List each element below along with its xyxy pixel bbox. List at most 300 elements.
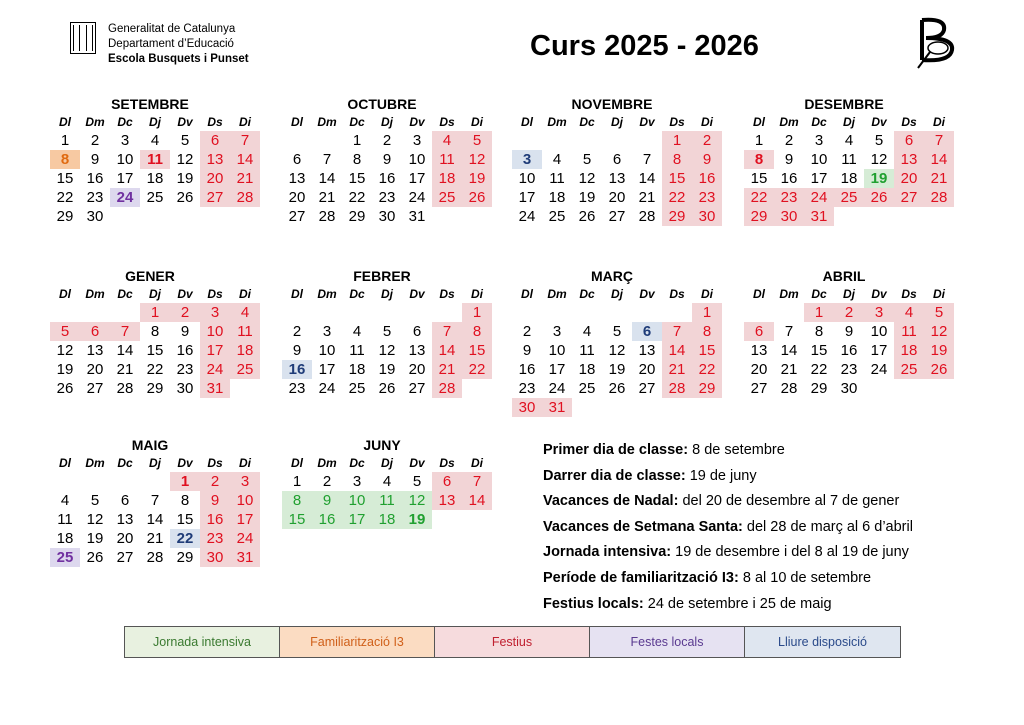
- day-cell: 15: [750, 170, 768, 187]
- day-header: Ds: [669, 287, 685, 301]
- day-cell: 14: [432, 341, 462, 360]
- day-header: Dj: [611, 115, 623, 129]
- day-cell: [632, 131, 662, 150]
- day-cell: 15: [692, 341, 722, 360]
- week-row: [50, 207, 260, 226]
- day-cell: 1: [352, 132, 362, 149]
- day-header: Dl: [291, 456, 303, 470]
- day-cell: 27: [288, 208, 306, 225]
- day-cell: 1: [692, 303, 722, 322]
- day-cell: 17: [116, 170, 134, 187]
- day-cell: 6: [412, 323, 422, 340]
- day-cell: 21: [638, 189, 656, 206]
- day-header: Dm: [779, 115, 799, 129]
- day-cell: 29: [176, 549, 194, 566]
- week-row: [50, 379, 260, 398]
- day-cell: 23: [840, 361, 858, 378]
- day-cell: 7: [150, 492, 160, 509]
- day-cell: [632, 303, 662, 322]
- info-value: 19 de desembre i del 8 al 19 de juny: [671, 544, 909, 561]
- day-cell: 18: [432, 169, 462, 188]
- day-header: Dj: [843, 287, 855, 301]
- day-cell: 24: [548, 380, 566, 397]
- day-header-row: [50, 285, 260, 303]
- legend-item: Festes locals: [590, 627, 745, 657]
- day-header: Dm: [317, 287, 337, 301]
- day-header: Dm: [547, 287, 567, 301]
- day-cell: 6: [80, 322, 110, 341]
- week-row: [282, 491, 492, 510]
- week-row: [282, 379, 492, 398]
- info-value: 8 de setembre: [688, 442, 785, 458]
- day-cell: 12: [176, 151, 194, 168]
- day-cell: [432, 303, 462, 322]
- day-header: Dc: [117, 456, 133, 470]
- day-cell: 21: [116, 361, 134, 378]
- day-header: Dj: [149, 115, 161, 129]
- month-name: GENER: [125, 268, 175, 284]
- day-cell: 6: [200, 131, 230, 150]
- week-row: [512, 169, 722, 188]
- day-header: Dm: [779, 287, 799, 301]
- day-cell: 11: [230, 322, 260, 341]
- month-name: SETEMBRE: [111, 96, 189, 112]
- day-cell: 2: [522, 323, 532, 340]
- day-cell: 20: [638, 361, 656, 378]
- day-cell: 30: [512, 398, 542, 417]
- day-cell: 19: [176, 170, 194, 187]
- day-cell: 10: [342, 491, 372, 510]
- day-cell: 9: [180, 323, 190, 340]
- day-cell: 9: [382, 151, 392, 168]
- day-cell: 8: [814, 323, 824, 340]
- day-cell: 8: [180, 492, 190, 509]
- day-cell: [572, 303, 602, 322]
- day-cell: 16: [86, 170, 104, 187]
- day-cell: 11: [841, 151, 857, 168]
- day-cell: 18: [56, 530, 74, 547]
- day-cell: [282, 131, 312, 150]
- day-cell: 13: [432, 491, 462, 510]
- day-header: Dv: [639, 287, 655, 301]
- day-cell: 26: [578, 208, 596, 225]
- day-header: Dm: [317, 115, 337, 129]
- week-row: [50, 491, 260, 510]
- week-row: [512, 303, 722, 322]
- week-row: [512, 360, 722, 379]
- day-cell: [572, 131, 602, 150]
- week-row: [50, 322, 260, 341]
- info-value: del 20 de desembre al 7 de gener: [678, 493, 900, 510]
- day-cell: 23: [176, 361, 194, 378]
- day-cell: 29: [348, 208, 366, 225]
- day-cell: 16: [176, 342, 194, 359]
- day-header: Dv: [639, 115, 655, 129]
- day-cell: 11: [432, 150, 462, 169]
- week-row: [50, 360, 260, 379]
- day-cell: 24: [230, 529, 260, 548]
- day-header: Dm: [85, 456, 105, 470]
- day-cell: [602, 303, 632, 322]
- day-cell: 7: [662, 322, 692, 341]
- school-logo-icon: [912, 14, 962, 74]
- day-cell: 1: [292, 473, 302, 490]
- week-row: [282, 188, 492, 207]
- day-cell: 12: [578, 170, 596, 187]
- day-cell: 2: [784, 132, 794, 149]
- day-cell: 7: [230, 131, 260, 150]
- day-cell: 22: [170, 529, 200, 548]
- day-header: Dc: [349, 115, 365, 129]
- day-cell: 26: [608, 380, 626, 397]
- day-cell: [602, 131, 632, 150]
- day-cell: 14: [318, 170, 336, 187]
- school-name: Escola Busquets i Punset: [108, 53, 249, 65]
- day-cell: 7: [462, 472, 492, 491]
- day-cell: 20: [200, 169, 230, 188]
- day-header: Dv: [409, 456, 425, 470]
- day-cell: 27: [608, 208, 626, 225]
- day-cell: 10: [870, 323, 888, 340]
- day-cell: 10: [548, 342, 566, 359]
- day-cell: [774, 303, 804, 322]
- day-cell: 15: [146, 342, 164, 359]
- day-cell: 30: [200, 548, 230, 567]
- day-cell: 1: [754, 132, 764, 149]
- day-cell: 14: [638, 170, 656, 187]
- month-name: MARÇ: [591, 268, 633, 284]
- day-cell: 9: [692, 150, 722, 169]
- day-cell: 3: [120, 132, 130, 149]
- day-cell: 23: [288, 380, 306, 397]
- day-cell: 28: [638, 208, 656, 225]
- day-cell: 17: [408, 170, 426, 187]
- day-header: Dl: [753, 287, 765, 301]
- day-cell: 12: [402, 491, 432, 510]
- day-header: Dc: [811, 115, 827, 129]
- day-cell: 18: [894, 341, 924, 360]
- day-cell: 21: [318, 189, 336, 206]
- day-cell: 13: [894, 150, 924, 169]
- day-cell: 17: [230, 510, 260, 529]
- day-cell: 29: [146, 380, 164, 397]
- day-cell: 5: [50, 322, 80, 341]
- day-cell: 3: [200, 303, 230, 322]
- day-cell: 20: [408, 361, 426, 378]
- day-cell: 19: [924, 341, 954, 360]
- org-block: [108, 22, 249, 67]
- day-cell: 25: [578, 380, 596, 397]
- day-cell: 24: [110, 188, 140, 207]
- day-cell: 4: [60, 492, 70, 509]
- day-cell: 15: [176, 511, 194, 528]
- info-item: [543, 489, 913, 515]
- day-header-row: [512, 113, 722, 131]
- week-row: [744, 341, 954, 360]
- day-cell: [80, 303, 110, 322]
- day-header: Dl: [59, 115, 71, 129]
- day-cell: 26: [462, 188, 492, 207]
- info-label: Primer dia de classe:: [543, 442, 689, 458]
- day-cell: 27: [638, 380, 656, 397]
- day-cell: 25: [834, 188, 864, 207]
- day-header: Di: [701, 287, 713, 301]
- day-cell: 9: [200, 491, 230, 510]
- day-cell: 27: [86, 380, 104, 397]
- month-name: NOVEMBRE: [571, 96, 653, 112]
- day-cell: 8: [692, 322, 722, 341]
- day-header: Dj: [843, 115, 855, 129]
- day-cell: 16: [282, 360, 312, 379]
- day-cell: 11: [894, 322, 924, 341]
- day-header: Ds: [207, 287, 223, 301]
- day-cell: 22: [662, 188, 692, 207]
- day-header: Dl: [291, 115, 303, 129]
- day-cell: 5: [180, 132, 190, 149]
- day-cell: 19: [608, 361, 626, 378]
- day-cell: 25: [230, 360, 260, 379]
- month-novembre: [512, 95, 722, 226]
- week-row: [50, 472, 260, 491]
- day-cell: [542, 303, 572, 322]
- day-cell: 7: [322, 151, 332, 168]
- day-cell: 26: [378, 380, 396, 397]
- day-cell: 26: [924, 360, 954, 379]
- day-cell: 8: [282, 491, 312, 510]
- org-line-2: Departament d’Educació: [108, 38, 234, 50]
- day-cell: 25: [348, 380, 366, 397]
- week-row: [282, 322, 492, 341]
- day-cell: 2: [382, 132, 392, 149]
- day-cell: 16: [518, 361, 536, 378]
- day-cell: 2: [170, 303, 200, 322]
- week-row: [282, 472, 492, 491]
- day-cell: 24: [318, 380, 336, 397]
- day-cell: 14: [780, 342, 798, 359]
- week-row: [282, 360, 492, 379]
- day-cell: 10: [230, 491, 260, 510]
- day-cell: 29: [744, 207, 774, 226]
- day-cell: 4: [844, 132, 854, 149]
- day-cell: 6: [894, 131, 924, 150]
- day-cell: 4: [352, 323, 362, 340]
- week-row: [282, 341, 492, 360]
- day-header: Ds: [669, 115, 685, 129]
- day-cell: 11: [579, 342, 595, 359]
- week-row: [744, 131, 954, 150]
- week-row: [512, 341, 722, 360]
- day-header: Dm: [85, 287, 105, 301]
- day-header: Dj: [381, 115, 393, 129]
- month-maig: [50, 436, 260, 567]
- legend-item: Jornada intensiva: [125, 627, 280, 657]
- day-header: Di: [239, 115, 251, 129]
- day-header: Dc: [349, 287, 365, 301]
- day-cell: 10: [810, 151, 828, 168]
- info-value: 19 de juny: [685, 467, 757, 484]
- day-cell: 16: [312, 510, 342, 529]
- day-cell: 30: [378, 208, 396, 225]
- day-cell: 27: [750, 380, 768, 397]
- day-cell: 22: [348, 189, 366, 206]
- day-cell: 3: [864, 303, 894, 322]
- week-row: [282, 510, 492, 529]
- day-cell: 29: [56, 208, 74, 225]
- week-row: [282, 131, 492, 150]
- day-cell: 28: [432, 379, 462, 398]
- info-item: [543, 438, 913, 464]
- day-cell: 2: [834, 303, 864, 322]
- day-cell: 5: [924, 303, 954, 322]
- day-cell: 11: [372, 491, 402, 510]
- day-header: Dc: [117, 115, 133, 129]
- day-cell: 28: [318, 208, 336, 225]
- week-row: [50, 303, 260, 322]
- week-row: [512, 398, 722, 417]
- day-cell: 25: [548, 208, 566, 225]
- day-cell: 16: [780, 170, 798, 187]
- day-cell: 14: [116, 342, 134, 359]
- day-header: Dc: [579, 287, 595, 301]
- day-header-row: [282, 285, 492, 303]
- week-row: [50, 150, 260, 169]
- day-cell: 18: [840, 170, 858, 187]
- week-row: [50, 529, 260, 548]
- day-header: Dc: [811, 287, 827, 301]
- day-cell: 5: [612, 323, 622, 340]
- day-cell: 4: [894, 303, 924, 322]
- day-cell: 23: [378, 189, 396, 206]
- day-header-row: [50, 454, 260, 472]
- day-cell: 28: [662, 379, 692, 398]
- day-cell: 3: [230, 472, 260, 491]
- day-header: Dl: [521, 115, 533, 129]
- week-row: [50, 548, 260, 567]
- day-cell: [744, 303, 774, 322]
- day-header: Ds: [439, 287, 455, 301]
- day-cell: 21: [146, 530, 164, 547]
- day-header: Dl: [59, 287, 71, 301]
- day-cell: 7: [642, 151, 652, 168]
- week-row: [282, 207, 492, 226]
- day-cell: 13: [750, 342, 768, 359]
- legend-item: Familiarització I3: [280, 627, 435, 657]
- month-desembre: [744, 95, 954, 226]
- day-cell: 18: [230, 341, 260, 360]
- day-cell: [542, 131, 572, 150]
- day-cell: 17: [810, 170, 828, 187]
- day-header: Dc: [579, 115, 595, 129]
- month-setembre: [50, 95, 260, 226]
- day-cell: 16: [692, 169, 722, 188]
- info-item: [543, 566, 913, 592]
- day-cell: 7: [784, 323, 794, 340]
- day-cell: 1: [804, 303, 834, 322]
- month-name: MAIG: [131, 437, 169, 453]
- week-row: [744, 169, 954, 188]
- day-cell: 21: [780, 361, 798, 378]
- day-header: Dm: [547, 115, 567, 129]
- day-header: Dl: [59, 456, 71, 470]
- day-cell: 8: [744, 150, 774, 169]
- day-cell: 6: [292, 151, 302, 168]
- day-cell: 8: [352, 151, 362, 168]
- day-cell: 19: [86, 530, 104, 547]
- month-març: [512, 267, 722, 417]
- day-cell: [662, 303, 692, 322]
- day-cell: 13: [86, 342, 104, 359]
- day-header: Ds: [439, 456, 455, 470]
- day-cell: 7: [924, 131, 954, 150]
- day-cell: 1: [140, 303, 170, 322]
- day-header: Dj: [381, 287, 393, 301]
- page-title: Curs 2025 - 2026: [530, 30, 759, 62]
- day-cell: 15: [662, 169, 692, 188]
- day-cell: 30: [86, 208, 104, 225]
- day-cell: 11: [549, 170, 565, 187]
- day-header: Di: [933, 287, 945, 301]
- day-cell: 28: [230, 188, 260, 207]
- day-header: Dl: [753, 115, 765, 129]
- day-header: Dl: [521, 287, 533, 301]
- day-cell: 2: [90, 132, 100, 149]
- day-cell: 1: [170, 472, 200, 491]
- day-cell: 2: [322, 473, 332, 490]
- day-cell: 3: [412, 132, 422, 149]
- week-row: [512, 188, 722, 207]
- day-cell: 13: [200, 150, 230, 169]
- generalitat-crest-icon: [70, 22, 96, 54]
- day-cell: 5: [412, 473, 422, 490]
- info-value: 8 al 10 de setembre: [738, 569, 872, 586]
- day-cell: 24: [804, 188, 834, 207]
- day-cell: 11: [349, 342, 365, 359]
- day-cell: 27: [408, 380, 426, 397]
- day-header: Ds: [439, 115, 455, 129]
- day-cell: [282, 303, 312, 322]
- day-header: Dv: [871, 115, 887, 129]
- day-cell: 15: [348, 170, 366, 187]
- day-header: Di: [239, 287, 251, 301]
- day-cell: [512, 303, 542, 322]
- day-cell: 17: [342, 510, 372, 529]
- day-header: Di: [471, 287, 483, 301]
- day-cell: 12: [462, 150, 492, 169]
- week-row: [744, 207, 954, 226]
- day-cell: 13: [638, 342, 656, 359]
- day-cell: 28: [116, 380, 134, 397]
- day-cell: 12: [870, 151, 888, 168]
- day-cell: 19: [864, 169, 894, 188]
- day-cell: 10: [318, 342, 336, 359]
- info-label: Jornada intensiva:: [543, 544, 672, 561]
- week-row: [744, 303, 954, 322]
- day-cell: 21: [662, 360, 692, 379]
- day-header: Ds: [901, 287, 917, 301]
- info-item: [543, 540, 913, 566]
- day-cell: 14: [462, 491, 492, 510]
- day-cell: 24: [518, 208, 536, 225]
- day-cell: 4: [432, 131, 462, 150]
- info-list: [543, 438, 913, 617]
- day-cell: 31: [200, 379, 230, 398]
- day-header: Dv: [409, 115, 425, 129]
- day-cell: 10: [408, 151, 426, 168]
- day-cell: 13: [408, 342, 426, 359]
- day-header: Di: [239, 456, 251, 470]
- day-cell: 26: [56, 380, 74, 397]
- day-cell: 14: [662, 341, 692, 360]
